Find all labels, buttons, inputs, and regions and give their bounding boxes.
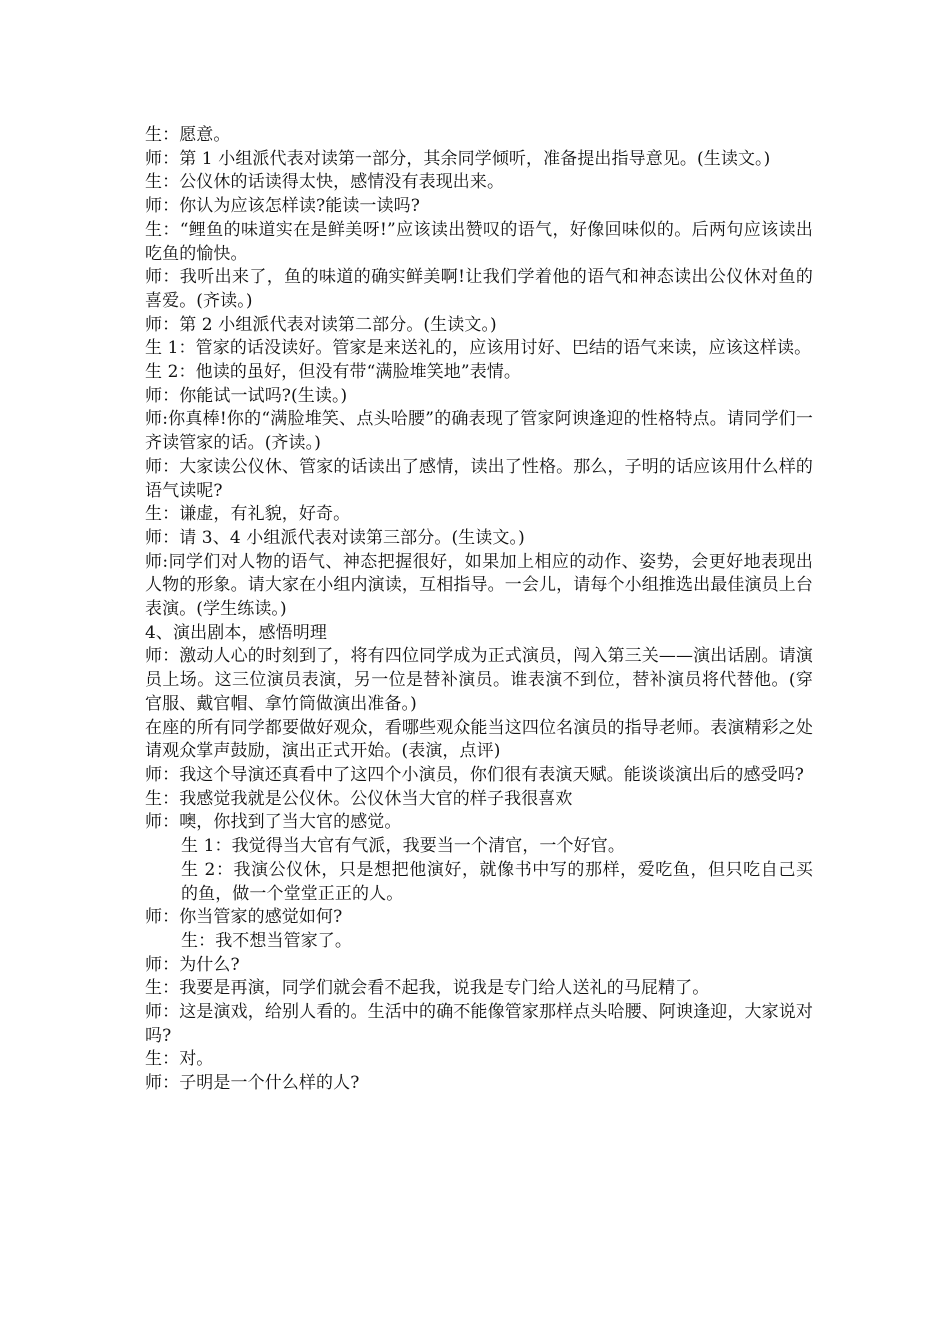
paragraph-10: 师:你真棒!你的“满脸堆笑、点头哈腰”的确表现了管家阿谀逢迎的性格特点。请同学们一齐读管家的话。(齐读。): [145, 409, 813, 454]
paragraph-24: 生：我不想当管家了。: [181, 930, 352, 951]
paragraph-20: 师：噢，你找到了当大官的感觉。: [145, 812, 402, 833]
paragraph-2: 生：公仪休的话读得太快，感情没有表现出来。: [145, 172, 505, 193]
paragraph-9: 师：你能试一试吗?(生读。): [145, 385, 348, 406]
paragraph-4: 生：“鲤鱼的味道实在是鲜美呀!”应该读出赞叹的语气，好像回味似的。后两句应该读出吃鱼的愉快。: [145, 219, 813, 264]
paragraph-7: 生 1：管家的话没读好。管家是来送礼的，应该用讨好、巴结的语气来读，应该这样读。: [145, 338, 812, 359]
document-page: [145, 124, 813, 1096]
paragraph-6: 师：第 2 小组派代表对读第二部分。(生读文。): [145, 314, 497, 335]
paragraph-8: 生 2：他读的虽好，但没有带“满脸堆笑地”表情。: [145, 362, 522, 383]
paragraph-26: 生：我要是再演，同学们就会看不起我，说我是专门给人送礼的马屁精了。: [145, 978, 710, 999]
paragraph-13: 师：请 3、4 小组派代表对读第三部分。(生读文。): [145, 527, 525, 548]
paragraph-5: 师：我听出来了，鱼的味道的确实鲜美啊!让我们学着他的语气和神态读出公仪休对鱼的喜爱。(齐读。): [145, 267, 813, 311]
paragraph-17: 在座的所有同学都要做好观众，看哪些观众能当这四位名演员的指导老师。表演精彩之处请观众掌声鼓励，演出正式开始。(表演，点评): [145, 717, 813, 762]
paragraph-28: 生：对。: [145, 1049, 214, 1070]
paragraph-22: 生 2：我演公仪休，只是想把他演好，就像书中写的那样，爱吃鱼，但只吃自己买的鱼，做一个堂堂正正的人。: [181, 859, 813, 904]
paragraph-11: 师：大家读公仪休、管家的话读出了感情，读出了性格。那么，子明的话应该用什么样的语气读呢?: [145, 456, 813, 501]
paragraph-16: 师：激动人心的时刻到了，将有四位同学成为正式演员，闯入第三关——演出话剧。请演员上场。这三位演员表演，另一位是替补演员。谁表演不到位，替补演员将代替他。(穿官服、戴官帽、拿竹筒做演出准备。): [145, 646, 813, 714]
paragraph-3: 师：你认为应该怎样读?能读一读吗?: [145, 196, 420, 217]
paragraph-0: 生：愿意。: [145, 125, 231, 145]
paragraph-1: 师：第 1 小组派代表对读第一部分，其余同学倾听，准备提出指导意见。(生读文。): [145, 148, 771, 169]
paragraph-12: 生：谦虚，有礼貌，好奇。: [145, 504, 351, 525]
paragraph-19: 生：我感觉我就是公仪休。公仪休当大官的样子我很喜欢: [145, 788, 573, 809]
paragraph-23: 师：你当管家的感觉如何?: [145, 907, 343, 928]
paragraph-27: 师：这是演戏，给别人看的。生活中的确不能像管家那样点头哈腰、阿谀逢迎，大家说对吗?: [145, 1002, 813, 1046]
paragraph-18: 师：我这个导演还真看中了这四个小演员，你们很有表演天赋。能谈谈演出后的感受吗?: [145, 764, 805, 785]
section-heading: 4、演出剧本，感悟明理: [145, 622, 327, 643]
paragraph-21: 生 1：我觉得当大官有气派，我要当一个清官，一个好官。: [181, 836, 625, 857]
paragraph-14: 师:同学们对人物的语气、神态把握很好，如果加上相应的动作、姿势，会更好地表现出人物的形象。请大家在小组内演读，互相指导。一会儿，请每个小组推选出最佳演员上台表演。(学生练读。): [145, 551, 813, 620]
paragraph-29: 师：子明是一个什么样的人?: [145, 1073, 360, 1094]
paragraph-25: 师：为什么?: [145, 954, 240, 975]
